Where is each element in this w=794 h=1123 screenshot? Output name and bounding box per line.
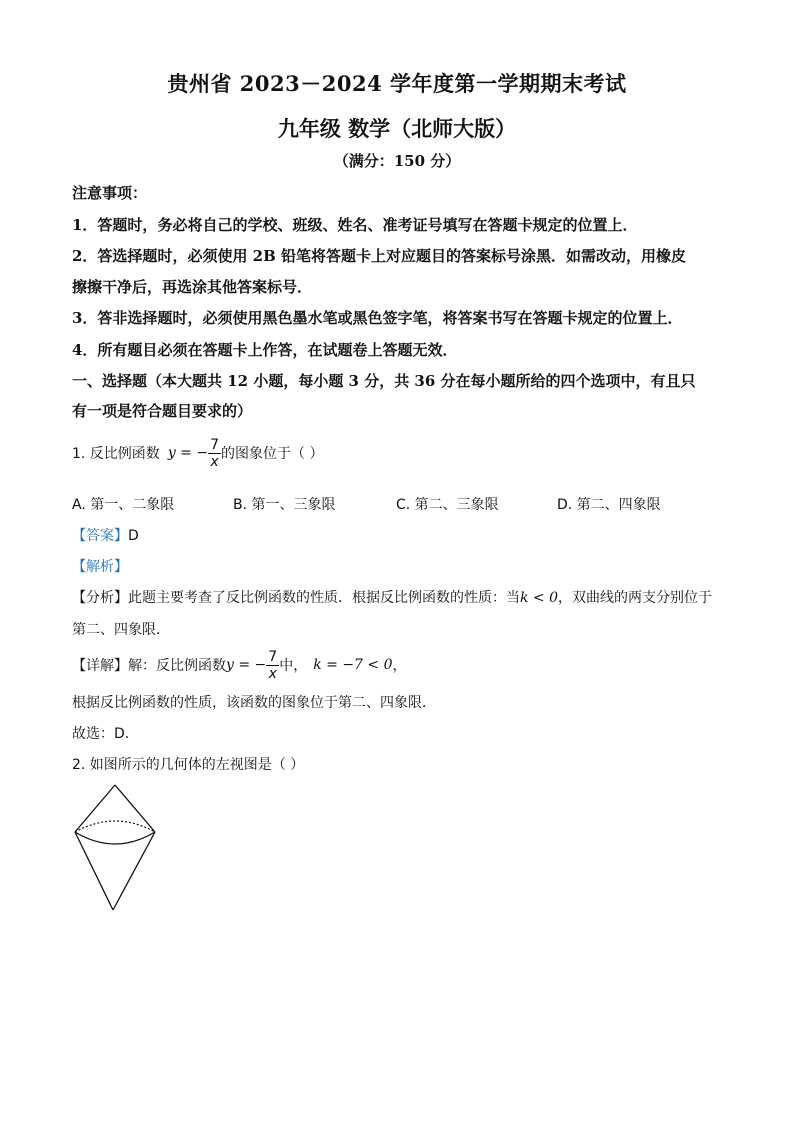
detail-math: k = −7 < 0 <box>313 657 393 673</box>
q1-suffix: 的图象位于（ ） <box>221 446 324 462</box>
notes-item-2-line2: 擦擦干净后，再选涂其他答案标号． <box>72 278 313 296</box>
detail-fraction <box>266 649 279 682</box>
analysis-tag: 【解析】 <box>72 559 128 575</box>
section-heading-line2: 有一项是符合题目要求的） <box>72 402 253 420</box>
question-2-stem: 2. 如图所示的几何体的左视图是（ ） <box>72 757 305 773</box>
notes-heading: 注意事项： <box>72 184 148 202</box>
notes-item-2-line1: 2．答选择题时，必须使用 2B 铅笔将答题卡上对应题目的答案标号涂黑．如需改动，用橡皮 <box>72 247 687 265</box>
q1-formula-lhs: y = − <box>167 445 209 461</box>
full-score: （满分：150 分） <box>333 152 461 170</box>
notes-item-3: 3．答非选择题时，必须使用黑色墨水笔或黑色签字笔，将答案书写在答题卡规定的位置上． <box>72 309 683 327</box>
detail-text: 解：反比例函数 <box>128 658 226 674</box>
exam-title: 贵州省 2023－2024 学年度第一学期期末考试 <box>167 71 627 96</box>
detail-formula-lhs: y = − <box>226 657 267 673</box>
answer-value: D <box>128 528 139 544</box>
fenxi-text2: ，双曲线的两支分别位于 <box>558 590 713 606</box>
detail-mid: 中， <box>279 658 308 674</box>
conclusion-line: 根据反比例函数的性质，该函数的图象位于第二、四象限． <box>72 695 436 711</box>
q1-fraction-numerator: 7 <box>210 436 220 453</box>
section-heading-line1: 一、选择题（本大题共 12 小题，每小题 3 分，共 36 分在每小题所给的四个选项中，有且只 <box>72 372 696 390</box>
option-d: D. 第二、四象限 <box>557 497 661 513</box>
fenxi-line <box>72 587 712 607</box>
option-a: A. 第一、二象限 <box>72 497 175 513</box>
question-1-stem <box>72 433 323 473</box>
q1-prefix: 1. 反比例函数 <box>72 446 160 462</box>
fenxi-tag: 【分析】 <box>72 590 128 606</box>
fenxi-text: 此题主要考查了反比例函数的性质．根据反比例函数的性质：当 <box>128 590 520 606</box>
detail-end: ， <box>392 658 407 674</box>
notes-item-4: 4．所有题目必须在答题卡上作答，在试题卷上答题无效． <box>72 341 458 359</box>
answer-line <box>72 525 139 545</box>
choose-line: 故选：D． <box>72 726 139 742</box>
detail-line <box>72 645 407 685</box>
q1-fraction-denominator: x <box>210 453 219 470</box>
base-hidden-arc <box>75 821 155 832</box>
exam-subtitle: 九年级 数学（北师大版） <box>277 116 517 141</box>
upper-cone-left-edge <box>75 785 115 832</box>
double-cone-figure <box>60 780 170 920</box>
base-visible-arc <box>75 832 155 844</box>
option-c: C. 第二、三象限 <box>396 497 499 513</box>
detail-fraction-numerator: 7 <box>268 648 278 665</box>
q1-fraction <box>208 437 221 470</box>
upper-cone-right-edge <box>115 785 155 832</box>
option-b: B. 第一、三象限 <box>233 497 336 513</box>
notes-item-1: 1．答题时，务必将自己的学校、班级、姓名、准考证号填写在答题卡规定的位置上． <box>72 216 638 234</box>
fenxi-math: k < 0 <box>520 590 559 606</box>
detail-fraction-denominator: x <box>268 665 277 682</box>
answer-tag: 【答案】 <box>72 528 128 544</box>
fenxi-line2: 第二、四象限． <box>72 622 170 638</box>
detail-tag: 【详解】 <box>72 658 128 674</box>
